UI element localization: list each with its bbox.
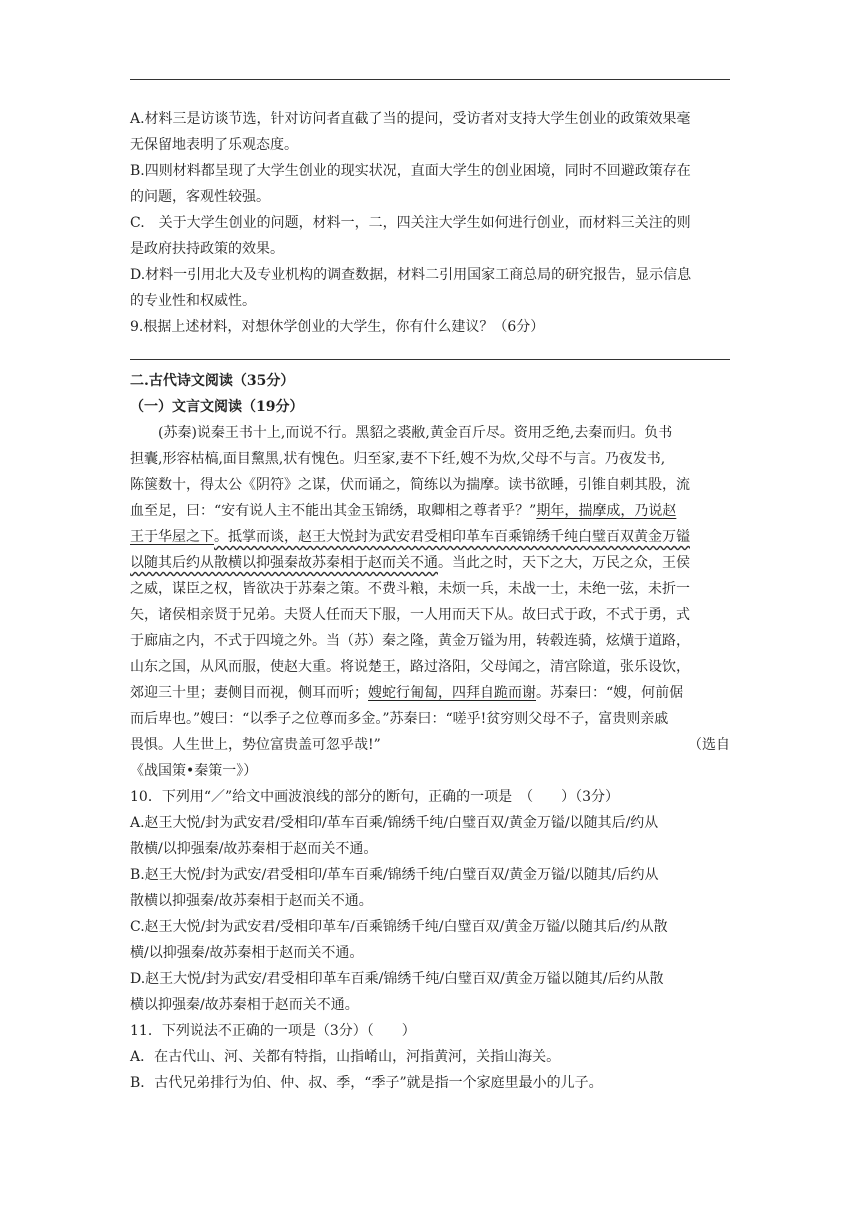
passage-line [130,524,730,550]
option-a: A．在古代山、河、关都有特指，山指崤山，河指黄河，关指山海关。 [130,1049,561,1065]
passage-text: 。苏秦曰：“嫂，何前倨 [536,685,684,701]
option-b-line-2: 的问题，客观性较强。 [130,189,270,205]
question-9: 9.根据上述材料，对想休学创业的大学生，你有什么建议？（6分） [130,319,545,335]
option-d-line-1: D.赵王大悦/封为武安/君受相印革车百乘/锦绣千纯/白璧百双/黄金万镒以随其/后约从散 [130,971,664,987]
passage-line [130,550,730,576]
section-2 [130,368,730,1096]
passage-line: 担囊,形容枯槁,面目黧黑,状有愧色。归至家,妻不下纴,嫂不为炊,父母不与言。乃夜发书, [130,451,666,467]
passage-line: 山东之国，从风而服，使赵大重。将说楚王，路过洛阳，父母闻之，清宫除道，张乐设饮， [130,659,690,675]
option-a-line-2: 无保留地表明了乐观态度。 [130,137,298,153]
passage-text: 郊迎三十里；妻侧目而视，侧耳而听； [130,685,368,701]
option-d-line-2: 横以抑强秦/故苏秦相于赵而关不通。 [130,997,359,1013]
underlined-sentence: 期年，揣摩成，乃说赵 [536,503,677,519]
option-a-line-1: A.材料三是访谈节选，针对访问者直截了当的提问，受访者对支持大学生创业的政策效果毫 [130,111,691,127]
option-a-line-1: A.赵王大悦/封为武安君/受相印/革车百乘/锦绣千纯/白璧百双/黄金万镒/以随其后/约从 [130,815,659,831]
underlined-sentence: 嫂蛇行匍匐，四拜自跪而谢 [368,685,536,701]
wavy-underlined-text: 。抵掌而谈，赵王大悦封为武安君受相印革车百乘锦绣千纯白璧百双黄金万镒 [214,529,690,545]
wavy-underlined-text: 以随其后约从散横以抑强秦故苏秦相于赵而关不通 [130,555,438,571]
option-b-line-1: B.赵王大悦/封为武安/君受相印/革车百乘/锦绣千纯/白璧百双/黄金万镒/以随其/后约从 [130,867,659,883]
passage-text: 血至足，曰：“安有说人主不能出其金玉锦绣，取卿相之尊者乎？” [130,503,537,519]
question-11 [130,1018,730,1096]
passage-line: 于廊庙之内，不式于四境之外。当（苏）秦之隆，黄金万镒为用，转毂连骑，炫熿于道路， [130,633,690,649]
top-divider [130,79,730,80]
passage-text: 。当此之时，天下之大，万民之众，王侯 [438,555,690,571]
option-c-line-2: 横/以抑强秦/故苏秦相于赵而关不通。 [130,945,364,961]
question-8-options [130,106,730,340]
passage-line: (苏秦)说秦王书十上,而说不行。黑貂之裘敝,黄金百斤尽。资用乏绝,去秦而归。负书 [158,425,673,441]
underlined-sentence: 王于华屋之下 [130,529,214,545]
option-c-line-1: C. 关于大学生创业的问题，材料一，二，四关注大学生如何进行创业，而材料三关注的则 [130,215,691,231]
question-11-stem: 11．下列说法不正确的一项是（3分）（ ） [130,1023,416,1039]
option-d-line-2: 的专业性和权威性。 [130,293,256,309]
source-note-start: （选自 [688,737,730,753]
passage-line [130,680,730,706]
section-divider [130,359,730,360]
passage-line: 而后卑也。”嫂曰：“以季子之位尊而多金。”苏秦曰：“嗟乎!贫穷则父母不子，富贵则亲戚 [130,711,669,727]
option-b-line-2: 散横以抑强秦/故苏秦相于赵而关不通。 [130,893,373,909]
passage-line [130,732,730,758]
question-10 [130,784,730,1018]
passage-line: 陈箧数十，得太公《阴符》之谋，伏而诵之，简练以为揣摩。读书欲睡，引锥自刺其股，流 [130,477,690,493]
passage-line: 之威，谋臣之权，皆欲决于苏秦之策。不费斗粮，未烦一兵，未战一士，未绝一弦，未折一 [130,581,690,597]
passage-line: 矢，诸侯相亲贤于兄弟。夫贤人任而天下服，一人用而天下从。故曰式于政，不式于勇，式 [130,607,690,623]
section-2-subtitle: （一）文言文阅读（19分） [130,399,304,415]
option-c-line-1: C.赵王大悦/封为武安君/受相印革车/百乘锦绣千纯/白璧百双/黄金万镒/以随其后/约从散 [130,919,668,935]
option-c-line-2: 是政府扶持政策的效果。 [130,241,284,257]
option-b-line-1: B.四则材料都呈现了大学生创业的现实状况，直面大学生的创业困境，同时不回避政策存在 [130,163,691,179]
passage-text: 畏惧。人生世上，势位富贵盖可忽乎哉!” [130,737,381,753]
option-b: B．古代兄弟排行为伯、仲、叔、季，“季子”就是指一个家庭里最小的儿子。 [130,1075,603,1091]
source-note: 《战国策•秦策一》） [130,763,258,779]
option-a-line-2: 散横/以抑强秦/故苏秦相于赵而关不通。 [130,841,378,857]
classical-passage [130,420,730,784]
question-10-stem: 10．下列用“／”给文中画波浪线的部分的断句，正确的一项是 （ ）（3分） [130,789,620,805]
option-d-line-1: D.材料一引用北大及专业机构的调查数据，材料二引用国家工商总局的研究报告，显示信息 [130,267,692,283]
section-2-title: 二.古代诗文阅读（35分） [130,373,295,389]
passage-line [130,498,730,524]
